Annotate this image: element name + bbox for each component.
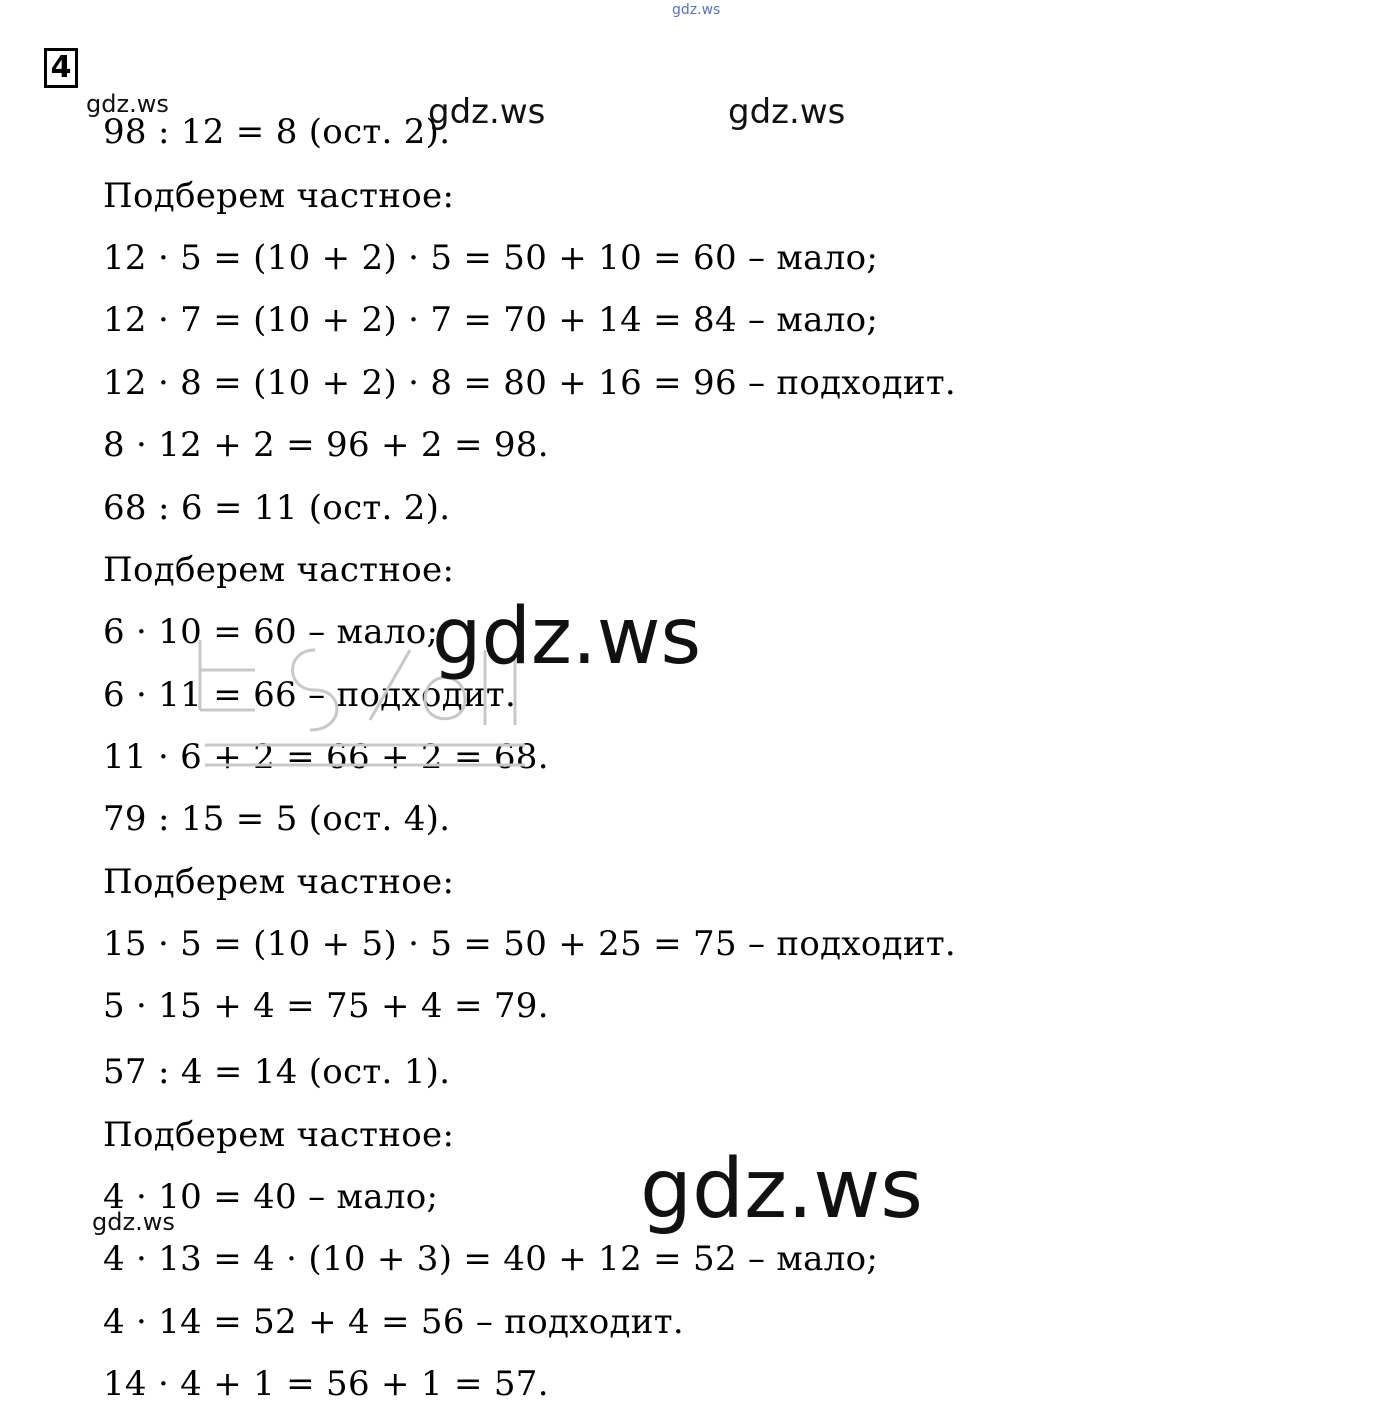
solution-line: 4 · 14 = 52 + 4 = 56 – подходит. bbox=[103, 1302, 684, 1342]
watermark-small: gdz.ws bbox=[86, 90, 169, 118]
solution-line: 6 · 10 = 60 – мало; bbox=[103, 612, 439, 652]
solution-line: 4 · 13 = 4 · (10 + 3) = 40 + 12 = 52 – мало; bbox=[103, 1239, 879, 1279]
solution-line: Подберем частное: bbox=[103, 862, 455, 902]
watermark-medium: gdz.ws bbox=[728, 92, 846, 132]
solution-line: 8 · 12 + 2 = 96 + 2 = 98. bbox=[103, 425, 549, 465]
solution-line: 98 : 12 = 8 (ост. 2). bbox=[103, 112, 451, 152]
solution-line: 68 : 6 = 11 (ост. 2). bbox=[103, 488, 451, 528]
solution-line: 11 · 6 + 2 = 66 + 2 = 68. bbox=[103, 737, 549, 777]
task-number-box: 4 bbox=[44, 48, 78, 88]
solution-line: 6 · 11 = 66 – подходит. bbox=[103, 675, 517, 715]
solution-line: Подберем частное: bbox=[103, 1115, 455, 1155]
solution-line: 79 : 15 = 5 (ост. 4). bbox=[103, 799, 451, 839]
solution-line: 57 : 4 = 14 (ост. 1). bbox=[103, 1052, 451, 1092]
solution-line: 4 · 10 = 40 – мало; bbox=[103, 1177, 439, 1217]
solution-line: 14 · 4 + 1 = 56 + 1 = 57. bbox=[103, 1364, 549, 1404]
watermark-small: gdz.ws bbox=[92, 1208, 175, 1236]
solution-line: 12 · 8 = (10 + 2) · 8 = 80 + 16 = 96 – подходит. bbox=[103, 363, 957, 403]
solution-line: 15 · 5 = (10 + 5) · 5 = 50 + 25 = 75 – подходит. bbox=[103, 924, 957, 964]
solution-line: 12 · 7 = (10 + 2) · 7 = 70 + 14 = 84 – мало; bbox=[103, 300, 879, 340]
watermark-large: gdz.ws bbox=[432, 592, 702, 682]
watermark-medium: gdz.ws bbox=[428, 92, 546, 132]
watermark-large: gdz.ws bbox=[640, 1142, 923, 1237]
solution-line: Подберем частное: bbox=[103, 550, 455, 590]
solution-line: 12 · 5 = (10 + 2) · 5 = 50 + 10 = 60 – мало; bbox=[103, 238, 879, 278]
solution-line: 5 · 15 + 4 = 75 + 4 = 79. bbox=[103, 986, 549, 1026]
watermark-top: gdz.ws bbox=[672, 2, 721, 18]
solution-line: Подберем частное: bbox=[103, 176, 455, 216]
